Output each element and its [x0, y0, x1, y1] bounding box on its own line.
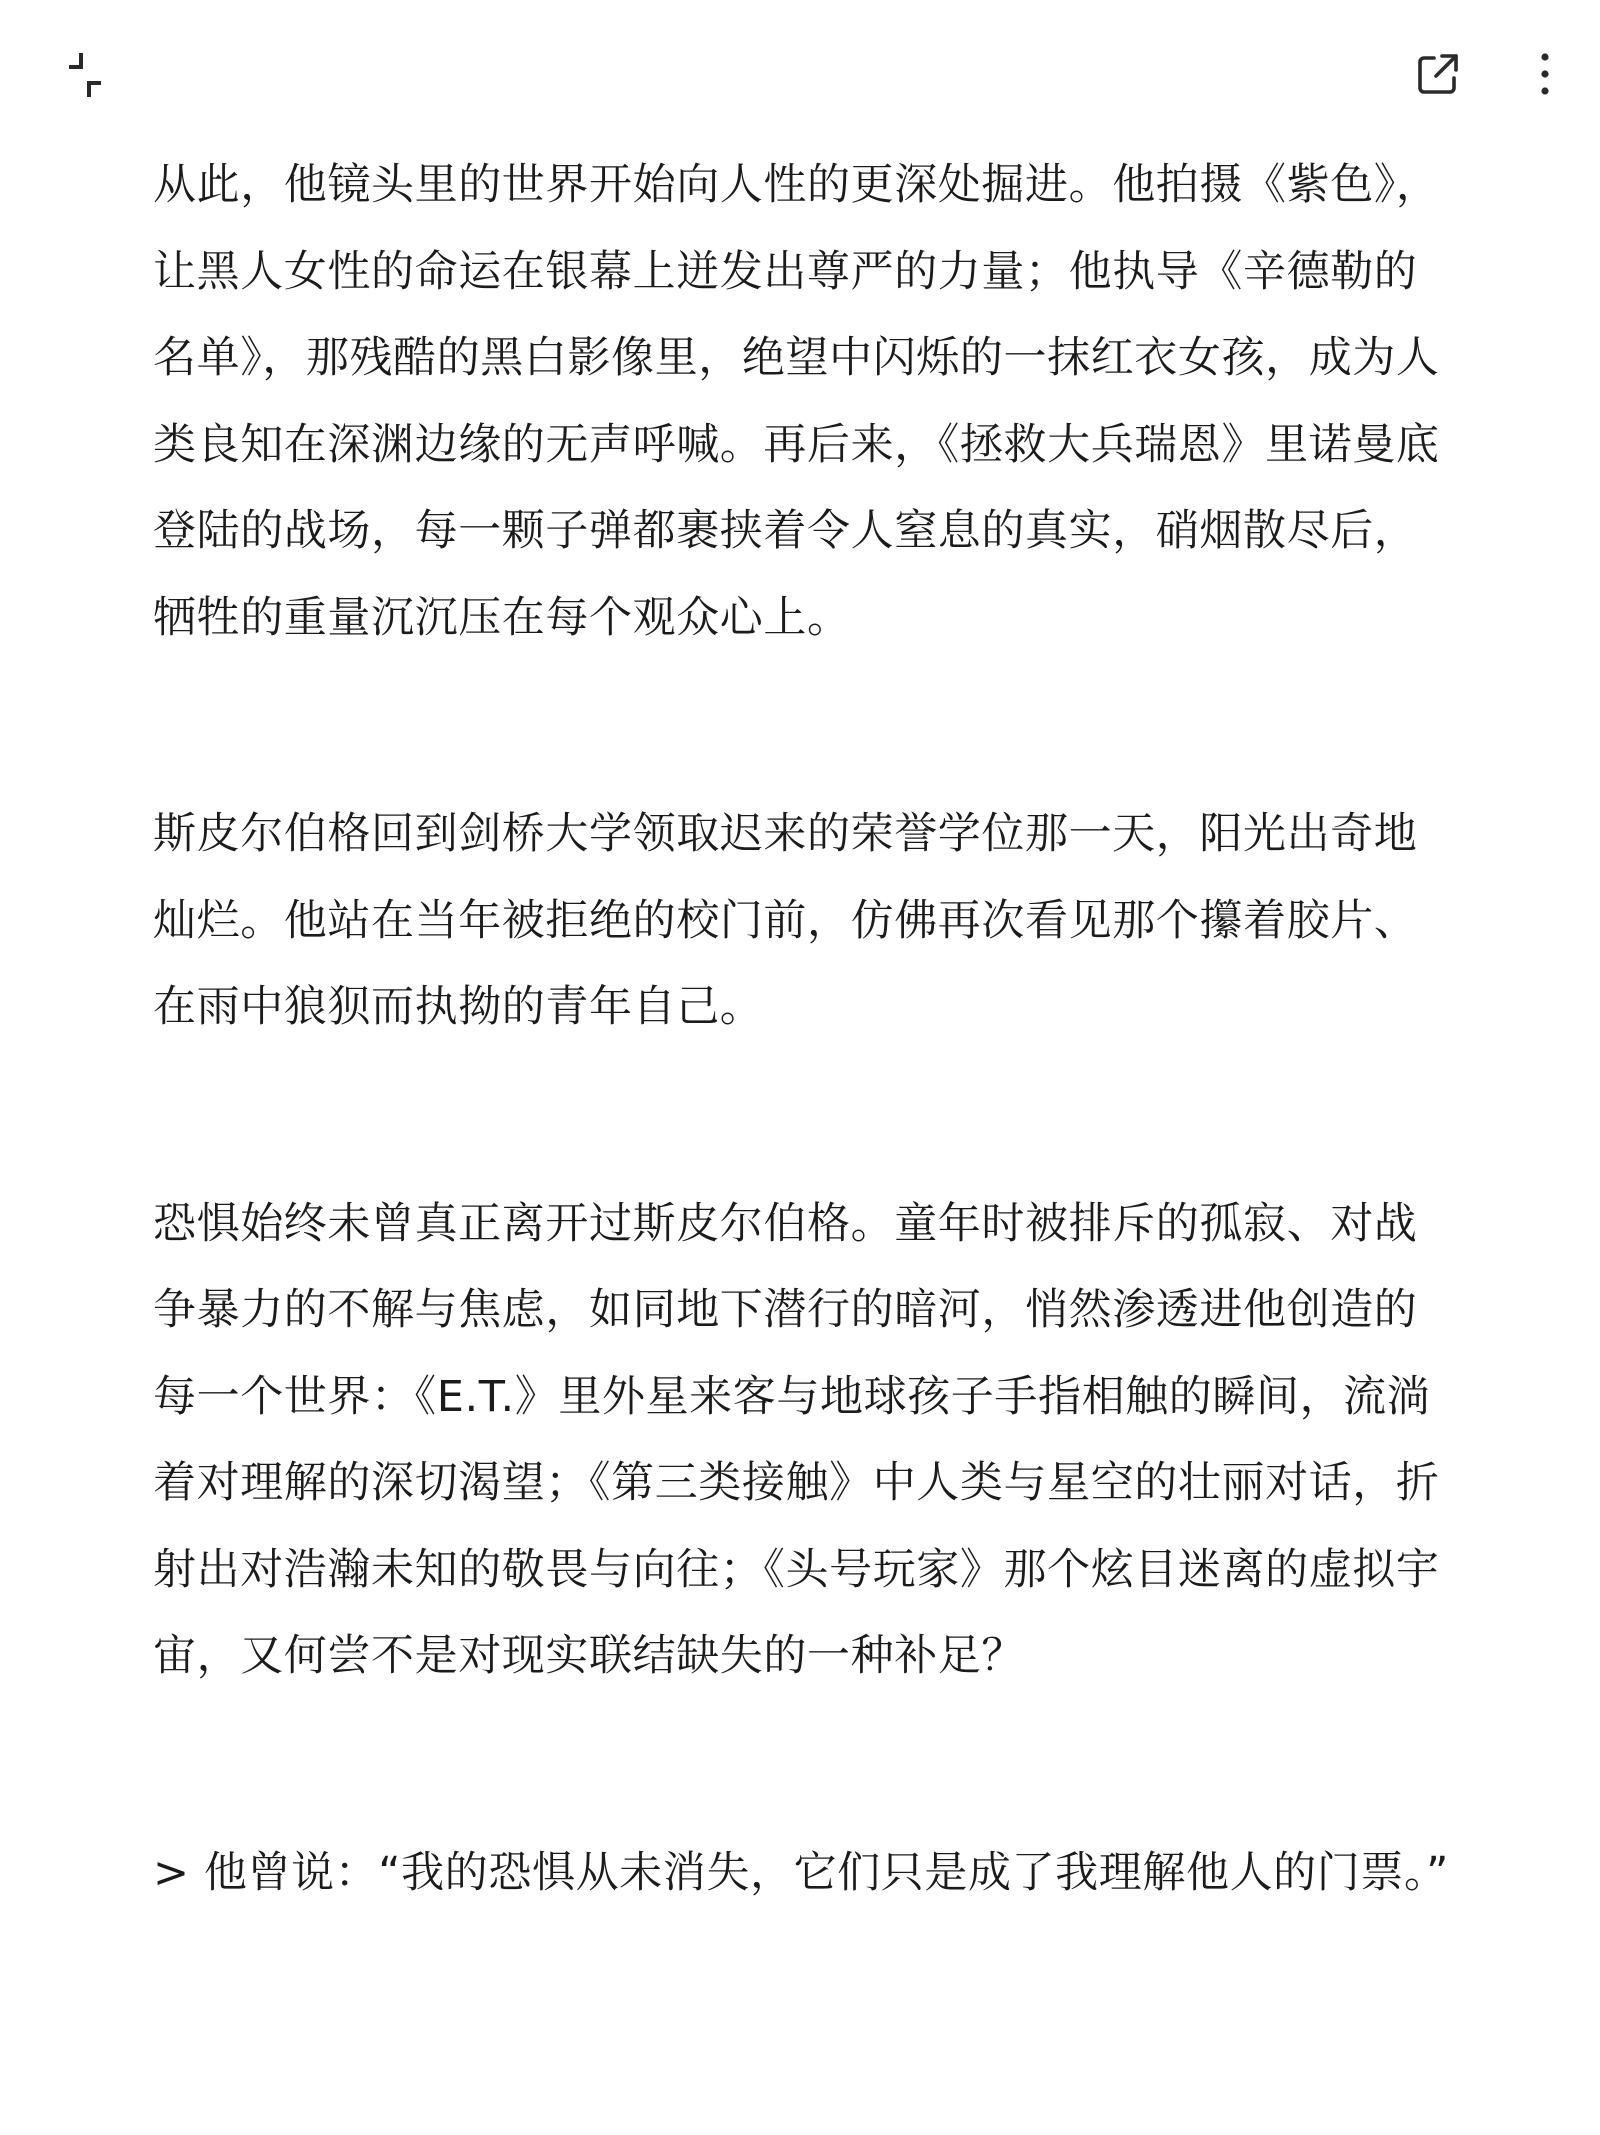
article-body: [153, 142, 1453, 1916]
collapse-icon[interactable]: [50, 40, 120, 110]
top-toolbar: [0, 0, 1600, 140]
more-vertical-icon[interactable]: [1515, 36, 1575, 112]
quote-paragraph: > 他曾说：“我的恐惧从未消失，它们只是成了我理解他人的门票。”: [153, 1847, 1449, 1898]
paragraph-3: 恐惧始终未曾真正离开过斯皮尔伯格。童年时被排斥的孤寂、对战争暴力的不解与焦虑，如同地下潜行的暗河，悄然渗透进他创造的每一个世界：《E.T.》里外星来客与地球孩子手指相触的瞬间，流淌着对理解的深切渴望；《第三类接触》中人类与星空的壮丽对话，折射出对浩瀚未知的敬畏与向往；《头号玩家》那个炫目迷离的虚拟宇宙，又何尝不是对现实联结缺失的一种补足？: [153, 1198, 1440, 1681]
paragraph-2: 斯皮尔伯格回到剑桥大学领取迟来的荣誉学位那一天，阳光出奇地灿烂。他站在当年被拒绝的校门前，仿佛再次看见那个攥着胶片、在雨中狼狈而执拗的青年自己。: [153, 809, 1418, 1032]
external-share-icon[interactable]: [1400, 36, 1476, 112]
paragraph-1: 从此，他镜头里的世界开始向人性的更深处掘进。他拍摄《紫色》，让黑人女性的命运在银幕上迸发出尊严的力量；他执导《辛德勒的名单》，那残酷的黑白影像里，绝望中闪烁的一抹红衣女孩，成为人类良知在深渊边缘的无声呼喊。再后来，《拯救大兵瑞恩》里诺曼底登陆的战场，每一颗子弹都裹挟着令人窒息的真实，硝烟散尽后，牺牲的重量沉沉压在每个观众心上。: [153, 160, 1440, 643]
